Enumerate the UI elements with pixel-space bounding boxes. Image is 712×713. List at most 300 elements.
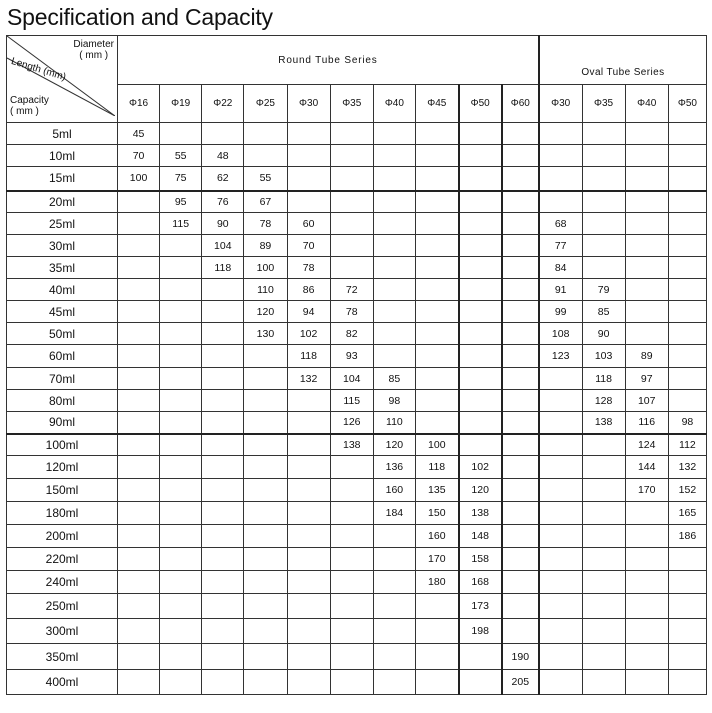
length-cell [502, 191, 539, 213]
length-cell: 98 [668, 412, 706, 434]
length-cell [287, 548, 330, 571]
length-cell [373, 279, 415, 301]
length-cell [625, 323, 668, 345]
length-cell: 116 [625, 412, 668, 434]
length-cell: 118 [287, 345, 330, 368]
length-cell [202, 670, 244, 695]
length-cell [539, 571, 582, 594]
length-cell [582, 670, 625, 695]
length-cell [160, 619, 202, 644]
length-cell: 160 [373, 479, 415, 502]
length-cell: 130 [244, 323, 287, 345]
diameter-header-round-1: Φ19 [160, 85, 202, 123]
length-cell [202, 123, 244, 145]
length-cell [502, 479, 539, 502]
length-cell [160, 323, 202, 345]
length-cell: 165 [668, 502, 706, 525]
length-cell: 150 [415, 502, 458, 525]
capacity-cell: 30ml [7, 235, 118, 257]
length-cell: 78 [330, 301, 373, 323]
length-cell [373, 644, 415, 670]
length-cell [415, 123, 458, 145]
length-cell: 190 [502, 644, 539, 670]
length-cell [415, 619, 458, 644]
table-row [7, 390, 707, 412]
length-cell [459, 213, 502, 235]
length-cell [502, 390, 539, 412]
length-cell: 112 [668, 434, 706, 456]
length-cell [117, 235, 159, 257]
length-cell [539, 644, 582, 670]
length-cell [373, 594, 415, 619]
length-cell [117, 456, 159, 479]
length-cell: 76 [202, 191, 244, 213]
length-cell [502, 123, 539, 145]
capacity-cell: 10ml [7, 145, 118, 167]
length-cell: 45 [117, 123, 159, 145]
table-row [7, 235, 707, 257]
length-cell: 93 [330, 345, 373, 368]
length-cell: 70 [117, 145, 159, 167]
length-cell [625, 167, 668, 191]
length-cell [668, 644, 706, 670]
length-cell [539, 145, 582, 167]
length-cell [625, 257, 668, 279]
length-cell: 75 [160, 167, 202, 191]
length-cell [539, 434, 582, 456]
length-cell [459, 301, 502, 323]
length-cell [539, 502, 582, 525]
diameter-label: Diameter ( mm ) [73, 39, 114, 61]
table-row [7, 525, 707, 548]
table-row [7, 145, 707, 167]
length-cell [244, 594, 287, 619]
length-cell [373, 548, 415, 571]
table-row [7, 412, 707, 434]
length-cell [287, 390, 330, 412]
length-cell [202, 502, 244, 525]
length-cell: 67 [244, 191, 287, 213]
capacity-cell: 300ml [7, 619, 118, 644]
length-cell [459, 257, 502, 279]
length-cell [625, 123, 668, 145]
length-cell: 90 [202, 213, 244, 235]
diameter-header-oval-3: Φ50 [668, 85, 706, 123]
length-cell: 85 [373, 368, 415, 390]
length-cell [117, 670, 159, 695]
length-cell: 89 [625, 345, 668, 368]
length-cell [668, 301, 706, 323]
table-row [7, 257, 707, 279]
length-cell [668, 670, 706, 695]
length-cell: 110 [244, 279, 287, 301]
length-cell [502, 619, 539, 644]
round-series-header: Round Tube Series [117, 36, 538, 85]
length-cell [117, 619, 159, 644]
capacity-cell: 250ml [7, 594, 118, 619]
table-row [7, 123, 707, 145]
length-cell [160, 525, 202, 548]
length-cell: 138 [582, 412, 625, 434]
length-cell: 118 [202, 257, 244, 279]
diameter-header-round-4: Φ30 [287, 85, 330, 123]
length-cell [330, 670, 373, 695]
length-cell [244, 670, 287, 695]
length-cell [502, 434, 539, 456]
length-cell [502, 548, 539, 571]
diameter-header-round-0: Φ16 [117, 85, 159, 123]
length-cell [330, 456, 373, 479]
length-cell [330, 619, 373, 644]
length-cell [244, 571, 287, 594]
capacity-cell: 200ml [7, 525, 118, 548]
capacity-cell: 45ml [7, 301, 118, 323]
length-cell [244, 525, 287, 548]
length-cell [539, 456, 582, 479]
capacity-label: Capacity ( mm ) [10, 95, 49, 117]
diameter-header-oval-2: Φ40 [625, 85, 668, 123]
length-cell [202, 548, 244, 571]
length-cell: 115 [160, 213, 202, 235]
diameter-header-oval-1: Φ35 [582, 85, 625, 123]
length-cell [202, 479, 244, 502]
length-cell: 173 [459, 594, 502, 619]
length-cell: 100 [415, 434, 458, 456]
length-cell [330, 167, 373, 191]
length-cell [582, 619, 625, 644]
length-cell [287, 525, 330, 548]
length-cell [287, 670, 330, 695]
length-cell [625, 191, 668, 213]
length-cell [582, 167, 625, 191]
length-cell: 132 [668, 456, 706, 479]
capacity-cell: 350ml [7, 644, 118, 670]
length-cell [459, 434, 502, 456]
capacity-cell: 5ml [7, 123, 118, 145]
length-cell [668, 619, 706, 644]
table-corner-header [7, 36, 118, 123]
table-row [7, 644, 707, 670]
length-cell [330, 257, 373, 279]
length-cell: 170 [415, 548, 458, 571]
table-row [7, 670, 707, 695]
length-cell: 184 [373, 502, 415, 525]
length-cell [117, 368, 159, 390]
length-label: Length (mm) [9, 56, 68, 84]
table-row [7, 479, 707, 502]
length-cell: 70 [287, 235, 330, 257]
length-cell [117, 412, 159, 434]
length-cell [502, 502, 539, 525]
length-cell [287, 479, 330, 502]
capacity-cell: 100ml [7, 434, 118, 456]
length-cell [373, 123, 415, 145]
table-row [7, 368, 707, 390]
length-cell [244, 412, 287, 434]
table-row [7, 502, 707, 525]
length-cell: 100 [244, 257, 287, 279]
length-cell [287, 619, 330, 644]
length-cell: 84 [539, 257, 582, 279]
length-cell [287, 434, 330, 456]
length-cell [459, 412, 502, 434]
length-cell [625, 235, 668, 257]
capacity-cell: 90ml [7, 412, 118, 434]
length-cell [117, 323, 159, 345]
length-cell [373, 145, 415, 167]
length-cell [625, 548, 668, 571]
length-cell [502, 257, 539, 279]
length-cell [582, 571, 625, 594]
length-cell [160, 548, 202, 571]
length-cell: 97 [625, 368, 668, 390]
length-cell: 102 [459, 456, 502, 479]
length-cell: 152 [668, 479, 706, 502]
length-cell: 85 [582, 301, 625, 323]
length-cell [160, 235, 202, 257]
length-cell [539, 525, 582, 548]
length-cell [668, 145, 706, 167]
table-row [7, 456, 707, 479]
length-cell: 128 [582, 390, 625, 412]
length-cell: 138 [459, 502, 502, 525]
length-cell [160, 301, 202, 323]
length-cell [459, 235, 502, 257]
length-cell [582, 479, 625, 502]
length-cell [582, 123, 625, 145]
length-cell [330, 502, 373, 525]
length-cell [330, 571, 373, 594]
length-cell: 170 [625, 479, 668, 502]
length-cell [582, 456, 625, 479]
capacity-cell: 50ml [7, 323, 118, 345]
length-cell: 118 [415, 456, 458, 479]
length-cell: 107 [625, 390, 668, 412]
length-cell [373, 213, 415, 235]
length-cell: 90 [582, 323, 625, 345]
length-cell [373, 191, 415, 213]
length-cell [668, 548, 706, 571]
length-cell [117, 301, 159, 323]
length-cell [117, 279, 159, 301]
length-cell [330, 213, 373, 235]
capacity-cell: 120ml [7, 456, 118, 479]
length-cell [373, 525, 415, 548]
length-cell [668, 390, 706, 412]
length-cell: 136 [373, 456, 415, 479]
length-cell [625, 594, 668, 619]
length-cell: 82 [330, 323, 373, 345]
length-cell [539, 594, 582, 619]
length-cell [160, 368, 202, 390]
length-cell [244, 619, 287, 644]
length-cell [415, 279, 458, 301]
capacity-cell: 240ml [7, 571, 118, 594]
length-cell [117, 345, 159, 368]
table-row [7, 345, 707, 368]
length-cell [160, 279, 202, 301]
length-cell: 198 [459, 619, 502, 644]
length-cell: 89 [244, 235, 287, 257]
length-cell [625, 279, 668, 301]
length-cell [244, 456, 287, 479]
length-cell [117, 434, 159, 456]
length-cell [244, 479, 287, 502]
length-cell [459, 123, 502, 145]
length-cell [415, 301, 458, 323]
length-cell [582, 548, 625, 571]
length-cell: 98 [373, 390, 415, 412]
length-cell [160, 390, 202, 412]
length-cell [625, 301, 668, 323]
length-cell [244, 434, 287, 456]
length-cell [202, 456, 244, 479]
length-cell [625, 619, 668, 644]
length-cell [668, 323, 706, 345]
length-cell: 115 [330, 390, 373, 412]
length-cell: 124 [625, 434, 668, 456]
length-cell [373, 345, 415, 368]
diameter-header-round-5: Φ35 [330, 85, 373, 123]
length-cell: 120 [244, 301, 287, 323]
length-cell [539, 167, 582, 191]
length-cell: 123 [539, 345, 582, 368]
length-cell [502, 167, 539, 191]
table-row [7, 594, 707, 619]
length-cell [502, 279, 539, 301]
length-cell [502, 525, 539, 548]
length-cell [502, 323, 539, 345]
length-cell [415, 257, 458, 279]
length-cell [117, 548, 159, 571]
length-cell [373, 235, 415, 257]
length-cell [459, 390, 502, 412]
length-cell [117, 571, 159, 594]
length-cell [160, 594, 202, 619]
length-cell: 186 [668, 525, 706, 548]
table-row [7, 279, 707, 301]
diameter-header-round-9: Φ60 [502, 85, 539, 123]
length-cell [625, 213, 668, 235]
length-cell: 104 [330, 368, 373, 390]
length-cell: 158 [459, 548, 502, 571]
length-cell [668, 368, 706, 390]
length-cell [287, 412, 330, 434]
capacity-cell: 60ml [7, 345, 118, 368]
length-cell [202, 525, 244, 548]
length-cell [202, 644, 244, 670]
length-cell [582, 594, 625, 619]
table-row [7, 323, 707, 345]
capacity-cell: 150ml [7, 479, 118, 502]
length-cell: 118 [582, 368, 625, 390]
length-cell [415, 145, 458, 167]
length-cell [202, 571, 244, 594]
capacity-cell: 25ml [7, 213, 118, 235]
table-row [7, 191, 707, 213]
length-cell [117, 257, 159, 279]
length-cell: 60 [287, 213, 330, 235]
length-cell [244, 145, 287, 167]
diameter-header-round-2: Φ22 [202, 85, 244, 123]
length-cell: 103 [582, 345, 625, 368]
length-cell [415, 390, 458, 412]
length-cell [202, 390, 244, 412]
length-cell: 108 [539, 323, 582, 345]
length-cell [373, 571, 415, 594]
table-row [7, 619, 707, 644]
spec-table-body [7, 123, 707, 695]
length-cell [668, 235, 706, 257]
length-cell [160, 257, 202, 279]
length-cell [287, 456, 330, 479]
length-cell [160, 412, 202, 434]
length-cell [502, 368, 539, 390]
spec-table [6, 35, 707, 695]
table-row [7, 434, 707, 456]
length-cell [459, 191, 502, 213]
length-cell [582, 191, 625, 213]
length-cell [415, 644, 458, 670]
length-cell [582, 434, 625, 456]
length-cell: 120 [459, 479, 502, 502]
length-cell [502, 301, 539, 323]
length-cell [668, 167, 706, 191]
length-cell [287, 145, 330, 167]
length-cell [582, 145, 625, 167]
length-cell [415, 368, 458, 390]
length-cell [202, 619, 244, 644]
oval-series-header: Oval Tube Series [539, 36, 707, 85]
capacity-cell: 15ml [7, 167, 118, 191]
length-cell [502, 345, 539, 368]
length-cell [668, 213, 706, 235]
length-cell [117, 644, 159, 670]
length-cell: 78 [287, 257, 330, 279]
length-cell [160, 479, 202, 502]
capacity-cell: 80ml [7, 390, 118, 412]
length-cell [287, 594, 330, 619]
length-cell [539, 412, 582, 434]
length-cell [373, 257, 415, 279]
length-cell [539, 123, 582, 145]
length-cell [160, 571, 202, 594]
length-cell: 79 [582, 279, 625, 301]
length-cell: 138 [330, 434, 373, 456]
length-cell [502, 213, 539, 235]
length-cell [502, 235, 539, 257]
length-cell [459, 644, 502, 670]
length-cell [625, 670, 668, 695]
length-cell [330, 145, 373, 167]
length-cell [202, 279, 244, 301]
length-cell [625, 502, 668, 525]
length-cell [502, 594, 539, 619]
length-cell [117, 479, 159, 502]
length-cell: 72 [330, 279, 373, 301]
length-cell [287, 502, 330, 525]
length-cell [539, 191, 582, 213]
length-cell [287, 571, 330, 594]
diameter-header-round-8: Φ50 [459, 85, 502, 123]
capacity-cell: 400ml [7, 670, 118, 695]
length-cell [625, 644, 668, 670]
capacity-cell: 35ml [7, 257, 118, 279]
length-cell [668, 123, 706, 145]
capacity-cell: 180ml [7, 502, 118, 525]
length-cell: 135 [415, 479, 458, 502]
length-cell [415, 235, 458, 257]
